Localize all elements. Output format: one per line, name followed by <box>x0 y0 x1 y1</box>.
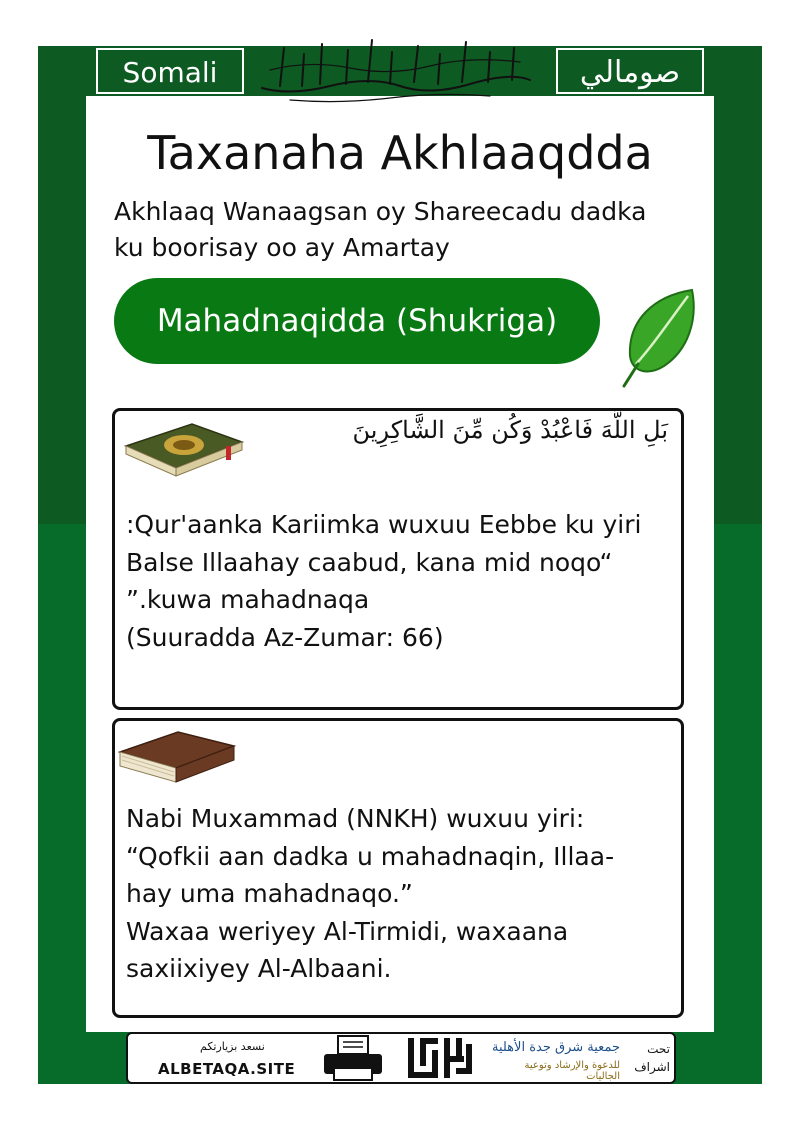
printer-icon[interactable] <box>320 1034 386 1082</box>
translation-line: Balse Illaahay caabud, kana mid noqo“ <box>126 547 613 577</box>
translation-line: ”.kuwa mahadnaqa <box>126 585 370 614</box>
subtitle <box>114 194 714 267</box>
language-label-arabic: صومالي <box>556 48 704 94</box>
quran-ayah-arabic: بَلِ اللَّهَ فَاعْبُدْ وَكُن مِّنَ الشَّاكِرِينَ <box>352 416 668 444</box>
quran-book-icon <box>122 420 246 478</box>
topic-banner: Mahadnaqidda (Shukriga) <box>114 278 600 364</box>
hadith-book-icon <box>118 726 236 786</box>
translation-line: :Qur'aanka Kariimka wuxuu Eebbe ku yiri <box>126 510 642 539</box>
quran-translation <box>126 506 676 656</box>
surah-reference: (Suuradda Az-Zumar: 66) <box>126 622 444 652</box>
subtitle-line: Akhlaaq Wanaagsan oy Shareecadu dadka <box>114 197 647 226</box>
page-title: Taxanaha Akhlaaqdda <box>147 126 653 180</box>
language-label-somali: Somali <box>96 48 244 94</box>
subtitle-line: ku boorisay oo ay Amartay <box>114 233 450 263</box>
supervision-label-line: تحت <box>647 1042 670 1056</box>
visit-text: نسعد بزيارتكم <box>200 1040 265 1053</box>
organization-name: جمعية شرق جدة الأهلية <box>491 1040 620 1055</box>
hadith-line: “Qofkii aan dadka u mahadnaqin, Illaa- <box>126 841 615 871</box>
hadith-line: Waxaa weriyey Al-Tirmidi, waxaana <box>126 916 569 946</box>
hadith-text <box>126 800 670 988</box>
supervision-label <box>630 1040 670 1076</box>
hadith-line: hay uma mahadnaqo.” <box>126 879 413 908</box>
calligraphy-logo-icon <box>404 1034 476 1082</box>
bismillah-calligraphy <box>250 30 540 106</box>
supervision-label-line: اشراف <box>634 1060 670 1074</box>
hadith-line: saxiixiyey Al-Albaani. <box>126 954 392 983</box>
organization-subtitle: للدعوة والإرشاد وتوعية الجاليات <box>524 1060 620 1082</box>
hadith-line: Nabi Muxammad (NNKH) wuxuu yiri: <box>126 804 585 833</box>
website-link[interactable]: ALBETAQA.SITE <box>158 1060 296 1078</box>
leaf-icon <box>614 286 700 392</box>
